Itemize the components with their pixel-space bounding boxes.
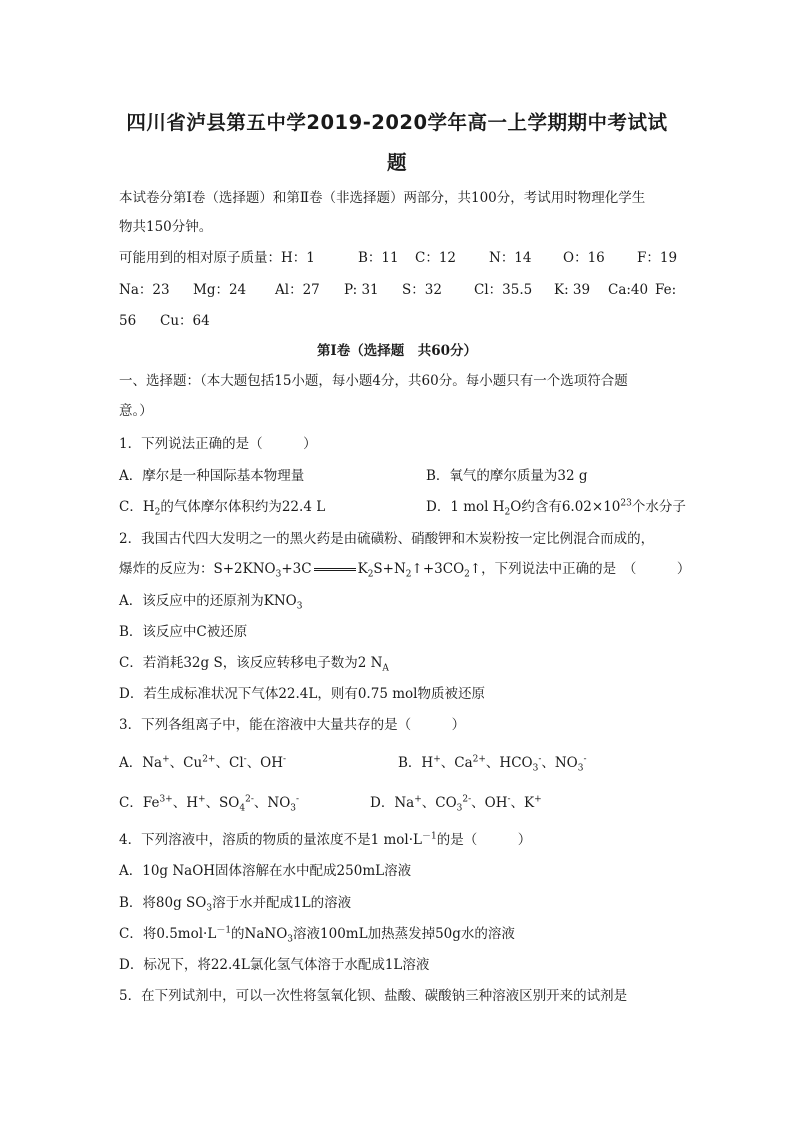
q3-d-9: +	[534, 794, 542, 805]
q4-stem-text: 4．下列溶液中，溶质的物质的量浓度不是1 mol·L	[119, 832, 422, 848]
q3-b-9: 3	[577, 763, 584, 774]
mass-na: Na：23	[119, 282, 170, 298]
q4-option-a: A．10g NaOH固体溶解在水中配成250mL溶液	[119, 863, 412, 879]
mass-s: S：32	[402, 282, 442, 298]
q3-a-4: 2+	[202, 754, 216, 765]
mass-fe-value: 56	[119, 313, 137, 329]
q3-a-3: 、Cu	[169, 755, 203, 771]
masses-row1	[119, 248, 315, 268]
mass-k: K: 39	[554, 282, 591, 298]
mass-al: Al：27	[275, 282, 320, 298]
q2-c-text: C．若消耗32g S，该反应转移电子数为2 N	[119, 655, 383, 671]
q1-option-b: B．氧气的摩尔质量为32 g	[426, 468, 588, 484]
mass-cl: Cl：35.5	[474, 282, 533, 298]
exam-title-line1: 四川省泸县第五中学2019-2020学年高一上学期期中考试试	[126, 111, 668, 134]
masses-label: 可能用到的相对原子质量：	[119, 250, 281, 266]
q2-eq-sub4: 2	[464, 569, 470, 580]
q2-option-d: D．若生成标准状况下气体22.4L，则有0.75 mol物质被还原	[119, 686, 485, 702]
q3-c-9: 3	[290, 803, 297, 814]
q4-stem-text2: 的是（ ）	[436, 832, 532, 848]
q2-eq-2: +3C	[281, 561, 312, 577]
q4-c-text3: 溶液100mL加热蒸发掉50g水的溶液	[293, 926, 515, 942]
q2-stem-line2	[119, 559, 690, 579]
q3-b-4: 2+	[472, 754, 486, 765]
q3-c-3: 、H	[172, 795, 199, 811]
q2-a-text: A．该反应中的还原剂为KNO	[119, 593, 297, 609]
q3-d-7: -	[507, 794, 511, 805]
q3-a-6: -	[243, 754, 247, 765]
intro-line2: 物共150分钟。	[119, 219, 213, 235]
q3-a-2: +	[162, 754, 170, 765]
q2-eq-sub2: 2	[367, 569, 374, 580]
q3-c-10: -	[296, 794, 300, 805]
q4-c-text2: 的NaNO	[231, 926, 288, 942]
q3-b-1: B．H	[398, 755, 434, 771]
q3-c-4: +	[198, 794, 206, 805]
q4-option-b	[119, 893, 351, 913]
q3-c-7: 2-	[245, 794, 254, 805]
q2-eq-5: ↑+3CO	[411, 561, 465, 577]
mass-p: P: 31	[344, 282, 379, 298]
q3-b-10: -	[583, 754, 587, 765]
q3-option-a	[119, 753, 286, 773]
q1-d-sub: 2	[504, 507, 511, 518]
q4-c-text: C．将0.5mol·L	[119, 926, 217, 942]
q2-option-b: B．该反应中C被还原	[119, 624, 248, 640]
q2-c-sub: A	[382, 663, 389, 674]
q2-eq-sub3: 2	[405, 569, 412, 580]
q3-stem: 3．下列各组离子中，能在溶液中大量共存的是（ ）	[119, 717, 466, 733]
mass-c: C：12	[415, 250, 457, 266]
q3-b-5: 、HCO	[485, 755, 533, 771]
q2-a-sub: 3	[296, 601, 303, 612]
q1-option-d	[426, 497, 686, 517]
mass-h: H：1	[281, 250, 315, 266]
q2-eq-3: K	[357, 561, 368, 577]
mass-ca: Ca:40	[608, 282, 649, 298]
q2-eq-sub1: 3	[275, 569, 282, 580]
instructions-line2: 意。）	[119, 403, 153, 419]
q1-c-text2: 的气体摩尔体积约为22.4 L	[160, 499, 326, 515]
q2-stem-line1: 2．我国古代四大发明之一的黑火药是由硫磺粉、硝酸钾和木炭粉按一定比例混合而成的，	[119, 531, 655, 547]
q2-eq-6: ↑，下列说法中正确的是 （ ）	[469, 561, 691, 577]
q1-c-text: C．H	[119, 499, 155, 515]
q3-c-8: 、NO	[253, 795, 291, 811]
q4-c-sup: －1	[216, 925, 232, 936]
q4-b-text: B．将80g SO	[119, 895, 207, 911]
mass-o: O：16	[563, 250, 605, 266]
q4-option-d: D．标况下，将22.4L氯化氢气体溶于水配成1L溶液	[119, 957, 430, 973]
q3-b-3: 、Ca	[440, 755, 473, 771]
section-title: 第Ⅰ卷（选择题 共60分）	[316, 343, 478, 359]
q3-c-5: 、SO	[205, 795, 240, 811]
q3-d-1: D．Na	[370, 795, 415, 811]
q3-b-6: 3	[532, 763, 539, 774]
mass-fe: Fe:	[655, 282, 677, 298]
q3-d-5: 2-	[462, 794, 472, 805]
q3-a-8: -	[283, 754, 287, 765]
instructions-line1: 一、选择题：（本大题包括15小题，每小题4分，共60分。每小题只有一个选项符合题	[119, 373, 628, 389]
q3-b-2: +	[433, 754, 441, 765]
q3-d-6: 、OH	[471, 795, 508, 811]
q1-c-sub: 2	[154, 507, 161, 518]
q4-b-text2: 溶于水并配成1L的溶液	[212, 895, 352, 911]
mass-cu: Cu：64	[160, 313, 210, 329]
q3-d-2: +	[414, 794, 422, 805]
mass-b: B：11	[358, 250, 399, 266]
q2-eq-1: 爆炸的反应为：S+2KNO	[119, 561, 276, 577]
q4-stem	[119, 830, 531, 850]
q3-c-2: 3+	[159, 794, 173, 805]
q3-d-3: 、CO	[421, 795, 457, 811]
q1-option-c	[119, 497, 325, 517]
q3-a-1: A．Na	[119, 755, 163, 771]
reaction-equals-sign	[314, 568, 356, 571]
q1-d-text3: 个水分子	[631, 499, 686, 515]
q1-d-sup: 23	[620, 498, 632, 509]
q2-option-c	[119, 653, 389, 673]
q2-option-a	[119, 591, 302, 611]
q3-option-d	[370, 793, 542, 813]
mass-n: N：14	[489, 250, 532, 266]
q1-d-text: D．1 mol H	[426, 499, 505, 515]
q3-c-1: C．Fe	[119, 795, 160, 811]
q3-a-5: 、Cl	[215, 755, 244, 771]
q4-stem-sup: －1	[421, 831, 437, 842]
q3-d-4: 3	[456, 803, 463, 814]
q3-c-6: 4	[239, 803, 246, 814]
q1-option-a: A．摩尔是一种国际基本物理量	[119, 468, 305, 484]
q3-a-7: 、OH	[246, 755, 284, 771]
q3-b-7: -	[538, 754, 542, 765]
mass-mg: Mg：24	[193, 282, 247, 298]
q4-b-sub: 3	[206, 903, 213, 914]
q4-option-c	[119, 924, 515, 944]
q2-eq-4: S+N	[373, 561, 406, 577]
q1-d-text2: O约含有6.02×10	[510, 499, 621, 515]
q3-b-8: 、NO	[541, 755, 578, 771]
q5-stem: 5．在下列试剂中，可以一次性将氢氧化钡、盐酸、碳酸钠三种溶液区别开来的试剂是	[119, 988, 628, 1004]
q3-option-b	[398, 753, 587, 773]
q4-c-sub: 3	[287, 934, 294, 945]
q1-stem: 1．下列说法正确的是（ ）	[119, 436, 317, 452]
q3-d-8: 、K	[510, 795, 535, 811]
exam-title-line2: 题	[386, 151, 407, 174]
intro-line1: 本试卷分第Ⅰ卷（选择题）和第Ⅱ卷（非选择题）两部分，共100分，考试用时物理化学生	[119, 190, 646, 206]
q3-option-c	[119, 793, 299, 813]
mass-f: F：19	[637, 250, 678, 266]
